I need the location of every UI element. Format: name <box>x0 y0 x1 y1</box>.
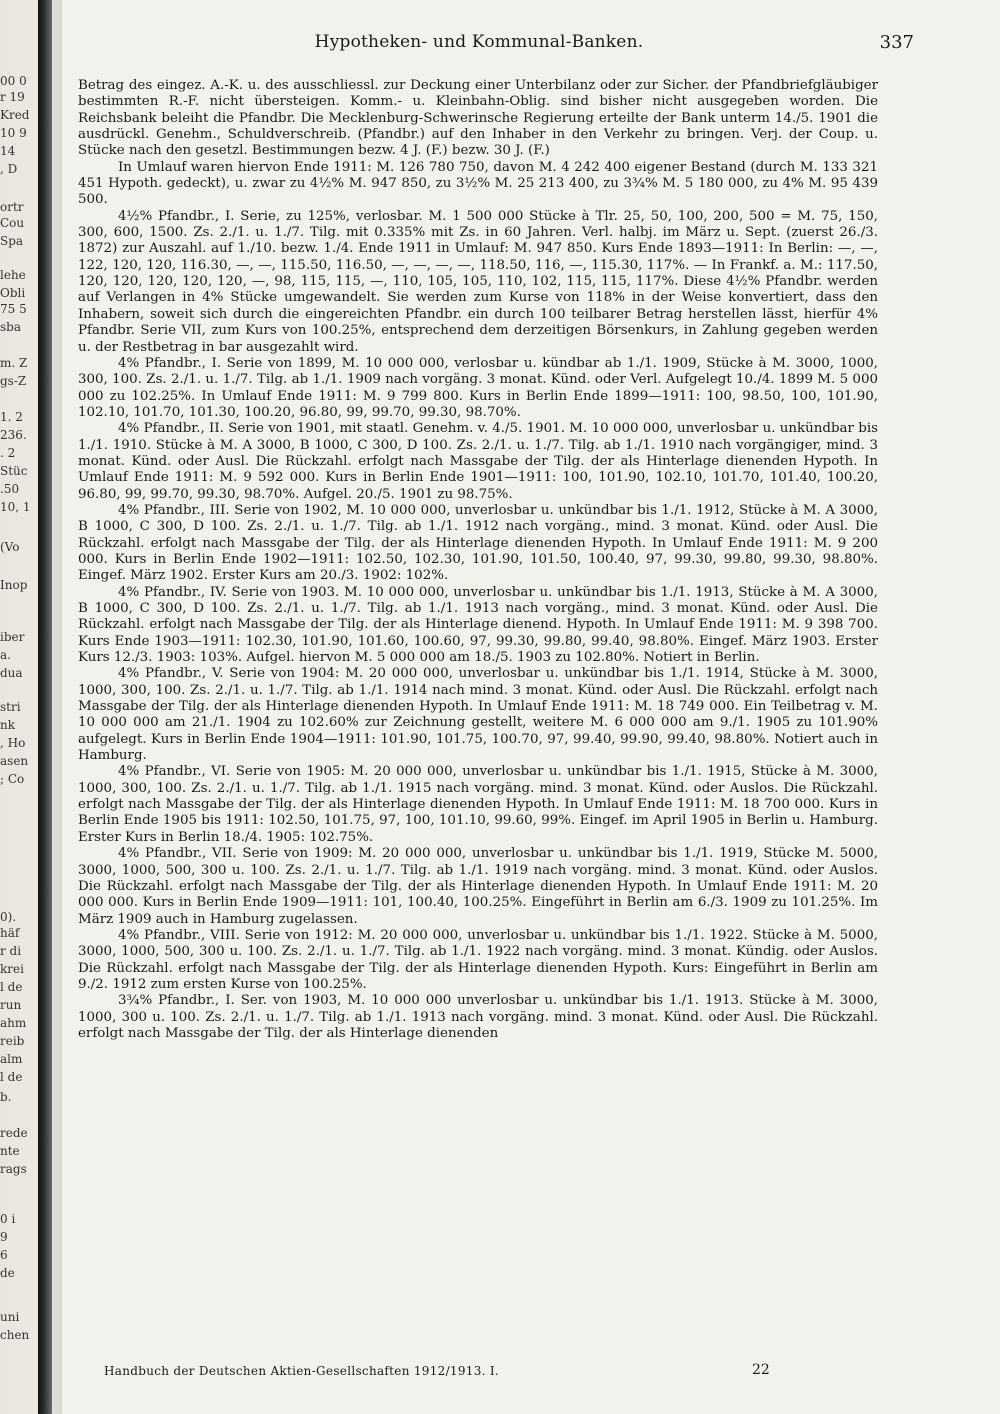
facing-page-gutter <box>0 0 62 1414</box>
gutter-fragment: ahm <box>0 1016 27 1030</box>
paragraph: 4% Pfandbr., V. Serie von 1904: M. 20 000 000, unverlosbar u. unkündbar bis 1./1. 1914, Stücke à M. 3000, 1000, 300, 100. Zs. 2./1. u. 1./7. Tilg. ab 1./1. 1914 nach mind. 3 monat. Künd. oder Ausl. Die Rückzahl. erfolgt nach Massgabe der Tilg. der als Hinterlage dienenden Hypoth. In Umlauf Ende 1911: M. 18 749 000. Ein Teilbetrag v. M. 10 000 000 am 21./1. 1904 zu 102.60% zur Zeichnung gestellt, weitere M. 6 000 000 am 9./1. 1905 zu 101.90% aufgelegt. Kurs in Berlin Ende 1904—1911: 101.90, 101.75, 100.70, 97, 99.40, 99.90, 99.40, 98.80%. Notiert auch in Hamburg. <box>78 666 878 764</box>
gutter-fragment: asen <box>0 754 29 768</box>
gutter-fragment: 10, 1 <box>0 500 31 514</box>
footer-imprint: Handbuch der Deutschen Aktien-Gesellschaften 1912/1913. I. <box>104 1364 500 1378</box>
gutter-fragment: de <box>0 1266 15 1280</box>
gutter-fragment: 236. <box>0 428 27 442</box>
book-spine-shadow <box>38 0 52 1414</box>
gutter-fragment: Spa <box>0 234 24 248</box>
page-header <box>76 32 914 56</box>
gutter-fragment: 10 9 <box>0 126 27 140</box>
gutter-fragment: dua <box>0 666 23 680</box>
gutter-fragment: 0 i <box>0 1212 16 1226</box>
gutter-fragment: gs-Z <box>0 374 27 388</box>
gutter-fragment: 14 <box>0 144 16 158</box>
gutter-fragment: 9 <box>0 1230 8 1244</box>
paragraph: 4% Pfandbr., VIII. Serie von 1912: M. 20 000 000, unverlosbar u. unkündbar bis 1./1. 1922. Stücke à M. 5000, 3000, 1000, 500, 300 u. 100. Zs. 2./1. u. 1./7. Tilg. ab 1./1. 1922 nach vorgäng. mind. 3 monat. Kündig. oder Auslos. Die Rückzahl. erfolgt nach Massgabe der Tilg. der als Hinterlage dienenden Hypoth. Kurs: Eingeführt in Berlin am 9./2. 1912 zum ersten Kurse von 100.25%. <box>78 927 878 992</box>
gutter-fragment: Stüc <box>0 464 28 478</box>
gutter-fragment: m. Z <box>0 356 28 370</box>
gutter-fragment: .50 <box>0 482 20 496</box>
gutter-fragment: 0). <box>0 910 17 924</box>
gutter-fragment: nk <box>0 718 15 732</box>
gutter-fragment: stri <box>0 700 21 714</box>
gutter-fragment: run <box>0 998 22 1012</box>
paragraph: 4% Pfandbr., VII. Serie von 1909: M. 20 000 000, unverlosbar u. unkündbar bis 1./1. 1919, Stücke M. 5000, 3000, 1000, 500, 300 u. 100. Zs. 2./1. u. 1./7. Tilg. ab 1./1. 1919 nach vorgäng. mind. 3 monat. Künd. oder Auslos. Die Rückzahl. erfolgt nach Massgabe der Tilg. der als Hinterlage dienenden Hypoth. In Umlauf Ende 1911: M. 20 000 000. Kurs in Berlin Ende 1909—1911: 101, 100.40, 100.25%. Eingeführt in Berlin am 6./3. 1909 zu 101.25%. Im März 1909 auch in Hamburg zugelassen. <box>78 846 878 927</box>
gutter-fragment: 6 <box>0 1248 8 1262</box>
gutter-fragment: a. <box>0 648 11 662</box>
gutter-fragment: b. <box>0 1090 12 1104</box>
gutter-fragment: reib <box>0 1034 25 1048</box>
gutter-fragment: sba <box>0 320 21 334</box>
gutter-fragment: iber <box>0 630 25 644</box>
gutter-fragment: rede <box>0 1126 28 1140</box>
gutter-fragment: häf <box>0 926 20 940</box>
gutter-fragment: nte <box>0 1144 20 1158</box>
gutter-fragment: chen <box>0 1328 30 1342</box>
gutter-fragment: lehe <box>0 268 26 282</box>
paragraph: 4% Pfandbr., III. Serie von 1902, M. 10 000 000, unverlosbar u. unkündbar bis 1./1. 1912, Stücke à M. A 3000, B 1000, C 300, D 100. Zs. 2./1. u. 1./7. Tilg. ab 1./1. 1912 nach vorgäng., mind. 3 monat. Künd. oder Ausl. Die Rückzahl. erfolgt nach Massgabe der Tilg. der als Hinterlage dienenden Hypoth. In Umlauf Ende 1911: M. 9 200 000. Kurs in Berlin Ende 1902—1911: 102.50, 102.30, 101.90, 101.50, 100.40, 97, 99.30, 99.80, 99.30, 98.80%. Eingef. März 1902. Erster Kurs am 20./3. 1902: 102%. <box>78 502 878 584</box>
gutter-fragment: alm <box>0 1052 23 1066</box>
gutter-fragment: . 2 <box>0 446 16 460</box>
gutter-fragment: l de <box>0 980 23 994</box>
running-title: Hypotheken- und Kommunal-Banken. <box>314 32 644 52</box>
paragraph: Betrag des eingez. A.-K. u. des ausschliessl. zur Deckung einer Unterbilanz oder zur Sicher. der Pfandbriefgläubiger bestimmten R.-F. nicht übersteigen. Komm.- u. Kleinbahn-Oblig. sind bisher nicht ausgegeben worden. Die Reichsbank beleiht die Pfandbr. Die Mecklenburg-Schwerinsche Regierung erteilte der Bank unterm 14./5. 1901 die ausdrückl. Genehm., Schuldverschreib. (Pfandbr.) auf den Inhaber in den Verkehr zu bringen. Verj. der Coup. u. Stücke nach den gesetzl. Bestimmungen bezw. 4 J. (F.) bezw. 30 J. (F.) <box>78 78 878 159</box>
gutter-fragment: , Ho <box>0 736 26 750</box>
gutter-fragment: 75 5 <box>0 302 27 316</box>
paragraph: 4½% Pfandbr., I. Serie, zu 125%, verlosbar. M. 1 500 000 Stücke à Tlr. 25, 50, 100, 200, 500 = M. 75, 150, 300, 600, 1500. Zs. 2./1. u. 1./7. Tilg. mit 0.335% mit Zs. in 60 Jahren. Verl. halbj. im März u. Sept. (zuerst 26./3. 1872) zur Auszahl. auf 1./10. bezw. 1./4. Ende 1911 in Umlauf: M. 947 850. Kurs Ende 1893—1911: In Berlin: —, —, 122, 120, 120, 116.30, —, —, 115.50, 116.50, —, —, —, —, 118.50, 116, —, 115.30, 117%. — In Frankf. a. M.: 117.50, 120, 120, 120, 120, 120, —, 98, 115, 115, —, 110, 105, 105, 110, 102, 115, 115, 117%. Diese 4½% Pfandbr. werden auf Verlangen in 4% Stücke umgewandelt. Sie werden zum Kurse von 118% in der Weise konvertiert, dass den Inhabern, soweit sich durch die eingereichten Pfandbr. ein durch 100 teilbarer Betrag herstellen lässt, hierfür 4% Pfandbr. Serie VII, zum Kurs von 100.25%, entsprechend dem derzeitigen Börsenkurs, in Zahlung gegeben werden u. der Restbetrag in bar ausgezahlt wird. <box>78 208 878 355</box>
gutter-fragment: r 19 <box>0 90 25 104</box>
gutter-fragment: ortr <box>0 200 24 214</box>
paragraph: 3¾% Pfandbr., I. Ser. von 1903, M. 10 000 000 unverlosbar u. unkündbar bis 1./1. 1913. Stücke à M. 3000, 1000, 300 u. 100. Zs. 2./1. u. 1./7. Tilg. ab 1./1. 1913 nach vorgäng. mind. 3 monat. Künd. oder Ausl. Die Rückzahl. erfolgt nach Massgabe der Tilg. der als Hinterlage dienenden <box>78 993 878 1041</box>
body-text <box>78 78 878 1042</box>
gutter-fragment: , D <box>0 162 18 176</box>
gutter-fragment: krei <box>0 962 24 976</box>
gutter-fragment: rags <box>0 1162 27 1176</box>
paragraph: 4% Pfandbr., II. Serie von 1901, mit staatl. Genehm. v. 4./5. 1901. M. 10 000 000, unverlosbar u. unkündbar bis 1./1. 1910. Stücke à M. A 3000, B 1000, C 300, D 100. Zs. 2./1. u. 1./7. Tilg. ab 1./1. 1910 nach vorgängiger, mind. 3 monat. Künd. oder Ausl. Die Rückzahl. erfolgt nach Massgabe der Tilg. der als Hinterlage dienenden Hypoth. In Umlauf Ende 1911: M. 9 592 000. Kurs in Berlin Ende 1901—1911: 100, 101.90, 102.10, 101.70, 101.40, 100.20, 96.80, 99, 99.70, 99.30, 98.70%. Aufgel. 20./5. 1901 zu 98.75%. <box>78 421 878 502</box>
sheet-signature: 22 <box>752 1362 770 1378</box>
paragraph: 4% Pfandbr., IV. Serie von 1903. M. 10 000 000, unverlosbar u. unkündbar bis 1./1. 1913, Stücke à M. A 3000, B 1000, C 300, D 100. Zs. 2./1. u. 1./7. Tilg. ab 1./1. 1913 nach vorgäng., mind. 3 monat. Künd. oder Ausl. Die Rückzahl. erfolgt nach Massgabe der Tilg. der als Hinterlage dienend. Hypoth. In Umlauf Ende 1911: M. 9 398 700. Kurs Ende 1903—1911: 102.30, 101.90, 101.60, 100.60, 97, 99.30, 99.80, 99.40, 98.80%. Eingef. März 1903. Erster Kurs 12./3. 1903: 103%. Aufgel. hiervon M. 5 000 000 am 18./5. 1903 zu 102.80%. Notiert in Berlin. <box>78 584 878 666</box>
paragraph: 4% Pfandbr., I. Serie von 1899, M. 10 000 000, verlosbar u. kündbar ab 1./1. 1909, Stücke à M. 3000, 1000, 300, 100. Zs. 2./1. u. 1./7. Tilg. ab 1./1. 1909 nach vorgäng. 3 monat. Künd. oder Verl. Aufgelegt 10./4. 1899 M. 5 000 000 zu 102.25%. In Umlauf Ende 1911: M. 9 799 800. Kurs in Berlin Ende 1899—1911: 100, 98.50, 100, 101.90, 102.10, 101.70, 101.30, 100.20, 96.80, 99, 99.70, 99.30, 98.70%. <box>78 355 878 420</box>
gutter-fragment: 00 0 <box>0 74 27 88</box>
paragraph: In Umlauf waren hiervon Ende 1911: M. 126 780 750, davon M. 4 242 400 eigener Bestand (durch M. 133 321 451 Hypoth. gedeckt), u. zwar zu 4½% M. 947 850, zu 3½% M. 25 213 400, zu 3¾% M. 5 180 000, zu 4% M. 95 439 500. <box>78 159 878 208</box>
gutter-fragment: (Vo <box>0 540 20 554</box>
gutter-fragment: ; Co <box>0 772 25 786</box>
gutter-fragment: Inop <box>0 578 28 592</box>
gutter-fragment: Obli <box>0 286 26 300</box>
gutter-fragment: Cou <box>0 216 25 230</box>
gutter-fragment: l de <box>0 1070 23 1084</box>
gutter-fragment: Kred <box>0 108 30 122</box>
paragraph: 4% Pfandbr., VI. Serie von 1905: M. 20 000 000, unverlosbar u. unkündbar bis 1./1. 1915, Stücke à M. 3000, 1000, 300, 100. Zs. 2./1. u. 1./7. Tilg. ab 1./1. 1915 nach vorgäng. mind. 3 monat. Künd. oder Auslos. Die Rückzahl. erfolgt nach Massgabe der Tilg. der als Hinterlage dienenden Hypoth. In Umlauf Ende 1911: M. 18 700 000. Kurs in Berlin Ende 1905 bis 1911: 102.50, 101.75, 97, 100, 101.10, 99.60, 99%. Eingef. im April 1905 in Berlin u. Hamburg. Erster Kurs in Berlin 18./4. 1905: 102.75%. <box>78 764 878 845</box>
gutter-fragment: r di <box>0 944 22 958</box>
gutter-fragment: uni <box>0 1310 20 1324</box>
page-number: 337 <box>879 32 914 53</box>
gutter-fragment: 1. 2 <box>0 410 23 424</box>
